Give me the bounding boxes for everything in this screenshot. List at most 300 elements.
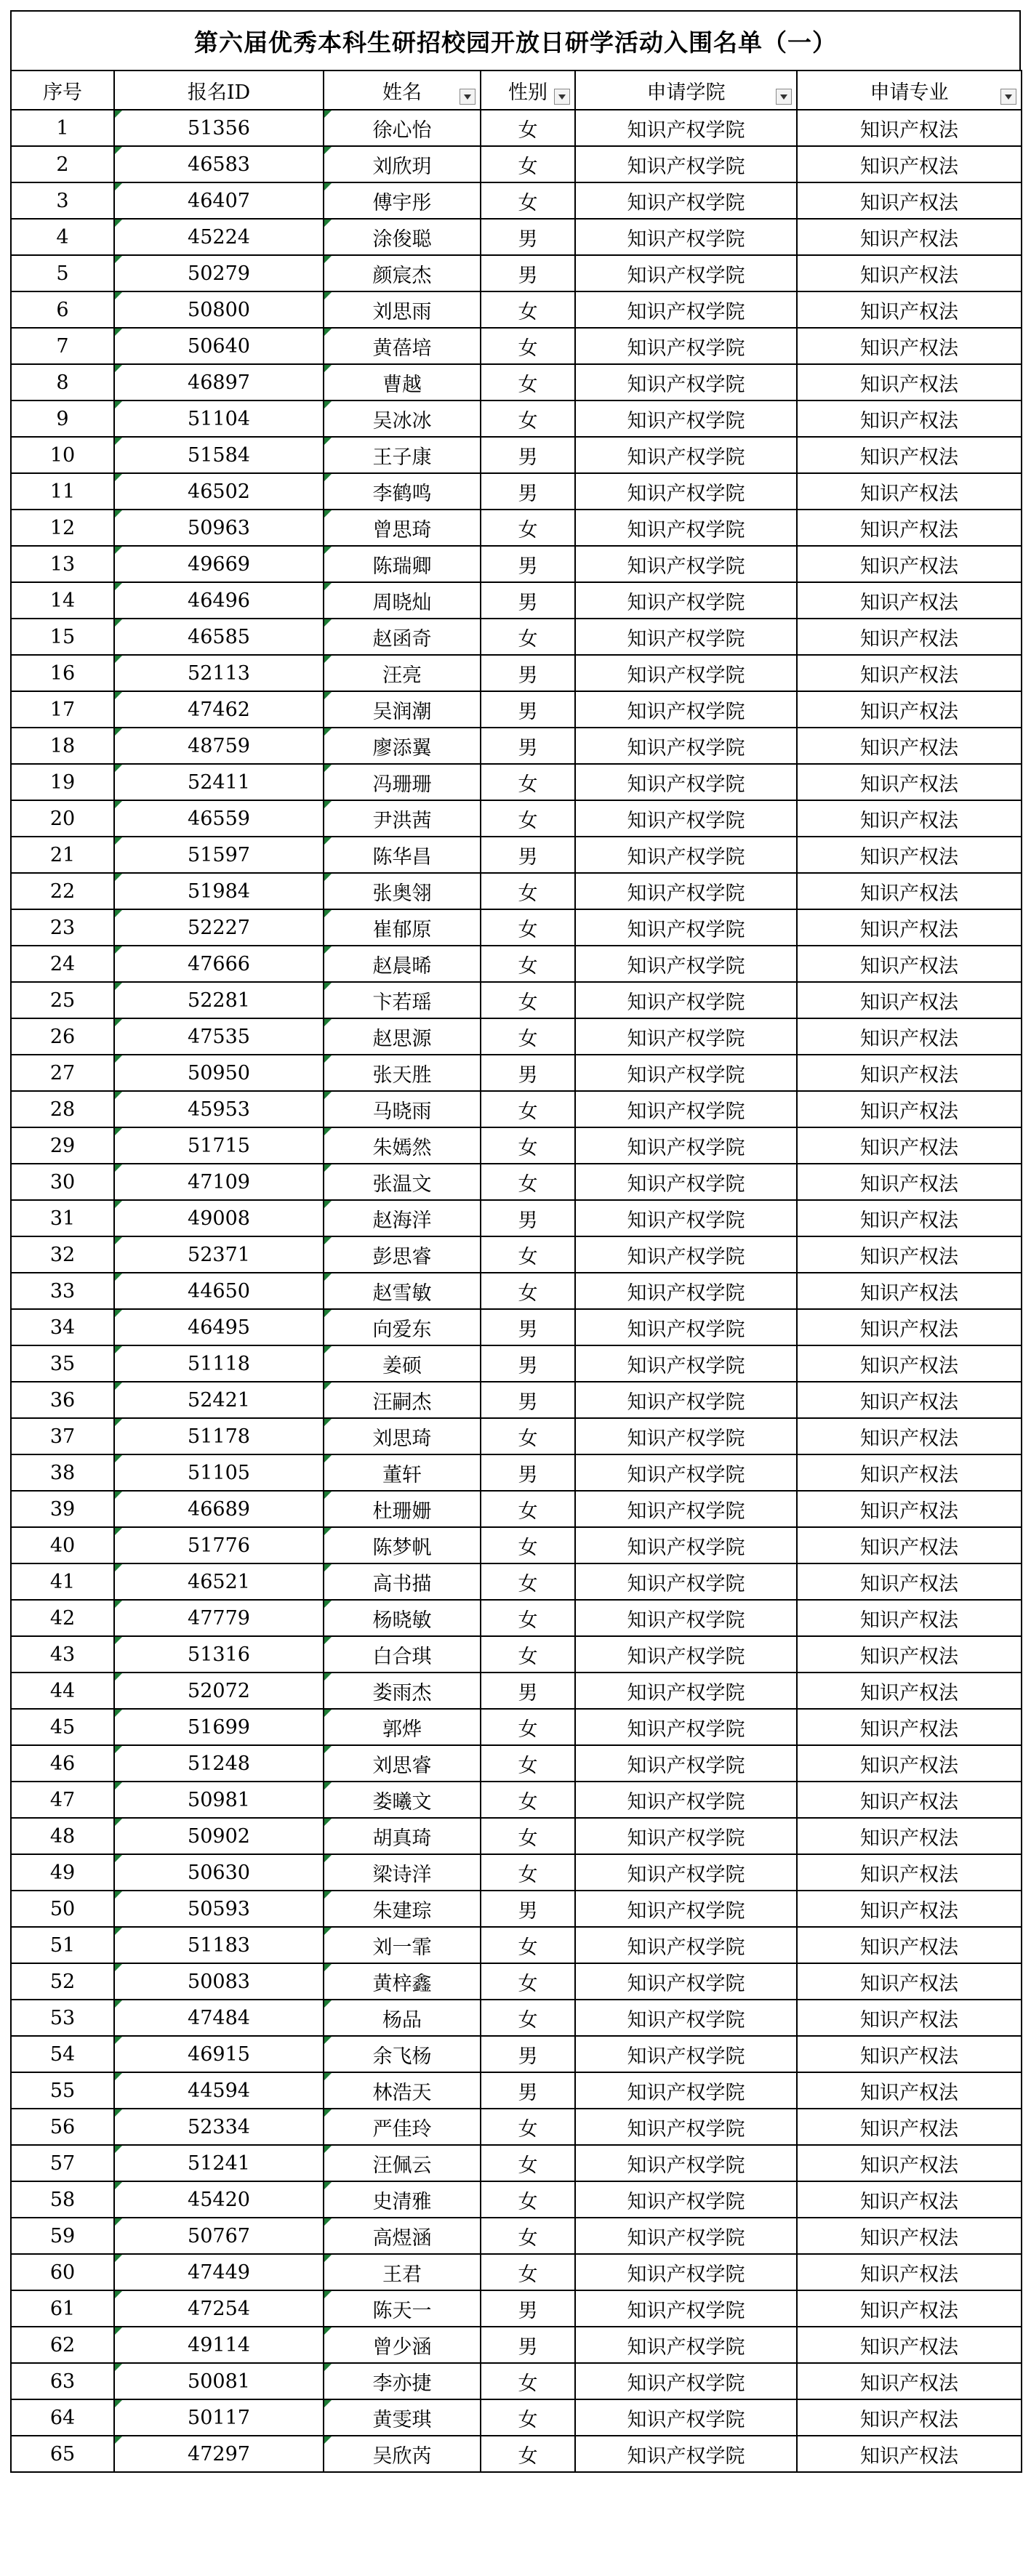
cell-gender[interactable] — [481, 2072, 575, 2109]
cell-id[interactable] — [114, 619, 324, 655]
cell-major[interactable] — [797, 437, 1022, 473]
cell-gender[interactable] — [481, 182, 575, 219]
cell-name[interactable] — [324, 873, 481, 909]
cell-gender[interactable] — [481, 510, 575, 546]
cell-name[interactable] — [324, 291, 481, 328]
cell-major[interactable] — [797, 1345, 1022, 1382]
cell-college[interactable] — [575, 2000, 797, 2036]
filter-dropdown-icon[interactable] — [1000, 89, 1016, 105]
cell-no[interactable] — [11, 2254, 114, 2290]
cell-id[interactable] — [114, 1382, 324, 1418]
cell-no[interactable] — [11, 2436, 114, 2472]
cell-name[interactable] — [324, 837, 481, 873]
cell-gender[interactable] — [481, 1200, 575, 1236]
cell-gender[interactable] — [481, 873, 575, 909]
cell-gender[interactable] — [481, 146, 575, 182]
cell-college[interactable] — [575, 255, 797, 291]
cell-major[interactable] — [797, 1927, 1022, 1963]
cell-name[interactable] — [324, 1527, 481, 1563]
cell-major[interactable] — [797, 1636, 1022, 1673]
cell-id[interactable] — [114, 655, 324, 691]
cell-gender[interactable] — [481, 437, 575, 473]
cell-gender[interactable] — [481, 1527, 575, 1563]
cell-id[interactable] — [114, 110, 324, 146]
cell-major[interactable] — [797, 1309, 1022, 1345]
cell-name[interactable] — [324, 1345, 481, 1382]
cell-no[interactable] — [11, 655, 114, 691]
cell-name[interactable] — [324, 1709, 481, 1745]
cell-id[interactable] — [114, 473, 324, 510]
cell-id[interactable] — [114, 2399, 324, 2436]
cell-major[interactable] — [797, 2145, 1022, 2181]
cell-college[interactable] — [575, 1018, 797, 1055]
cell-id[interactable] — [114, 291, 324, 328]
cell-no[interactable] — [11, 291, 114, 328]
cell-no[interactable] — [11, 328, 114, 364]
cell-college[interactable] — [575, 1600, 797, 1636]
cell-gender[interactable] — [481, 1491, 575, 1527]
cell-major[interactable] — [797, 982, 1022, 1018]
cell-id[interactable] — [114, 837, 324, 873]
cell-gender[interactable] — [481, 546, 575, 582]
cell-name[interactable] — [324, 1563, 481, 1600]
cell-major[interactable] — [797, 2181, 1022, 2218]
cell-college[interactable] — [575, 873, 797, 909]
cell-college[interactable] — [575, 1709, 797, 1745]
cell-id[interactable] — [114, 1927, 324, 1963]
cell-college[interactable] — [575, 2181, 797, 2218]
cell-college[interactable] — [575, 1345, 797, 1382]
cell-gender[interactable] — [481, 1709, 575, 1745]
cell-gender[interactable] — [481, 1091, 575, 1127]
cell-major[interactable] — [797, 401, 1022, 437]
cell-major[interactable] — [797, 328, 1022, 364]
cell-major[interactable] — [797, 800, 1022, 837]
cell-college[interactable] — [575, 1418, 797, 1454]
cell-no[interactable] — [11, 1854, 114, 1891]
cell-college[interactable] — [575, 2218, 797, 2254]
cell-name[interactable] — [324, 655, 481, 691]
cell-gender[interactable] — [481, 2218, 575, 2254]
cell-id[interactable] — [114, 2363, 324, 2399]
cell-name[interactable] — [324, 1891, 481, 1927]
cell-no[interactable] — [11, 1454, 114, 1491]
cell-gender[interactable] — [481, 1309, 575, 1345]
cell-gender[interactable] — [481, 800, 575, 837]
cell-college[interactable] — [575, 1927, 797, 1963]
cell-id[interactable] — [114, 2181, 324, 2218]
cell-name[interactable] — [324, 2399, 481, 2436]
cell-name[interactable] — [324, 364, 481, 401]
cell-gender[interactable] — [481, 2109, 575, 2145]
cell-name[interactable] — [324, 1818, 481, 1854]
cell-major[interactable] — [797, 1018, 1022, 1055]
cell-college[interactable] — [575, 764, 797, 800]
cell-major[interactable] — [797, 110, 1022, 146]
cell-no[interactable] — [11, 1273, 114, 1309]
cell-college[interactable] — [575, 909, 797, 946]
cell-id[interactable] — [114, 1600, 324, 1636]
cell-gender[interactable] — [481, 473, 575, 510]
cell-major[interactable] — [797, 1854, 1022, 1891]
cell-name[interactable] — [324, 1854, 481, 1891]
cell-major[interactable] — [797, 1382, 1022, 1418]
cell-name[interactable] — [324, 1273, 481, 1309]
cell-no[interactable] — [11, 2109, 114, 2145]
cell-major[interactable] — [797, 146, 1022, 182]
cell-gender[interactable] — [481, 619, 575, 655]
cell-gender[interactable] — [481, 291, 575, 328]
cell-id[interactable] — [114, 546, 324, 582]
cell-gender[interactable] — [481, 2000, 575, 2036]
cell-major[interactable] — [797, 1236, 1022, 1273]
cell-no[interactable] — [11, 946, 114, 982]
cell-name[interactable] — [324, 1127, 481, 1164]
cell-id[interactable] — [114, 582, 324, 619]
cell-no[interactable] — [11, 437, 114, 473]
cell-gender[interactable] — [481, 982, 575, 1018]
cell-id[interactable] — [114, 1673, 324, 1709]
cell-no[interactable] — [11, 837, 114, 873]
cell-college[interactable] — [575, 982, 797, 1018]
cell-major[interactable] — [797, 1709, 1022, 1745]
cell-gender[interactable] — [481, 1273, 575, 1309]
cell-major[interactable] — [797, 764, 1022, 800]
cell-name[interactable] — [324, 1309, 481, 1345]
cell-gender[interactable] — [481, 1454, 575, 1491]
cell-name[interactable] — [324, 2290, 481, 2327]
cell-no[interactable] — [11, 2181, 114, 2218]
cell-name[interactable] — [324, 619, 481, 655]
cell-id[interactable] — [114, 873, 324, 909]
cell-no[interactable] — [11, 873, 114, 909]
cell-id[interactable] — [114, 1527, 324, 1563]
cell-college[interactable] — [575, 1164, 797, 1200]
cell-major[interactable] — [797, 1091, 1022, 1127]
cell-id[interactable] — [114, 182, 324, 219]
cell-id[interactable] — [114, 2254, 324, 2290]
cell-major[interactable] — [797, 546, 1022, 582]
cell-major[interactable] — [797, 364, 1022, 401]
cell-id[interactable] — [114, 982, 324, 1018]
cell-name[interactable] — [324, 1091, 481, 1127]
cell-name[interactable] — [324, 982, 481, 1018]
cell-major[interactable] — [797, 1782, 1022, 1818]
cell-no[interactable] — [11, 473, 114, 510]
cell-no[interactable] — [11, 1927, 114, 1963]
cell-no[interactable] — [11, 1418, 114, 1454]
cell-college[interactable] — [575, 2327, 797, 2363]
cell-gender[interactable] — [481, 2290, 575, 2327]
cell-gender[interactable] — [481, 1782, 575, 1818]
cell-name[interactable] — [324, 2436, 481, 2472]
filter-dropdown-icon[interactable] — [554, 89, 570, 105]
cell-name[interactable] — [324, 1600, 481, 1636]
cell-major[interactable] — [797, 1454, 1022, 1491]
cell-no[interactable] — [11, 2218, 114, 2254]
cell-college[interactable] — [575, 1818, 797, 1854]
cell-no[interactable] — [11, 1127, 114, 1164]
cell-id[interactable] — [114, 1127, 324, 1164]
cell-id[interactable] — [114, 1345, 324, 1382]
cell-college[interactable] — [575, 1382, 797, 1418]
cell-id[interactable] — [114, 764, 324, 800]
cell-id[interactable] — [114, 1091, 324, 1127]
cell-college[interactable] — [575, 946, 797, 982]
cell-gender[interactable] — [481, 1745, 575, 1782]
cell-id[interactable] — [114, 728, 324, 764]
cell-no[interactable] — [11, 255, 114, 291]
cell-no[interactable] — [11, 1673, 114, 1709]
cell-name[interactable] — [324, 1491, 481, 1527]
cell-name[interactable] — [324, 2218, 481, 2254]
cell-id[interactable] — [114, 1745, 324, 1782]
cell-college[interactable] — [575, 146, 797, 182]
cell-no[interactable] — [11, 1491, 114, 1527]
cell-name[interactable] — [324, 2181, 481, 2218]
cell-gender[interactable] — [481, 1818, 575, 1854]
cell-no[interactable] — [11, 182, 114, 219]
cell-name[interactable] — [324, 255, 481, 291]
cell-gender[interactable] — [481, 1055, 575, 1091]
cell-id[interactable] — [114, 146, 324, 182]
cell-major[interactable] — [797, 1055, 1022, 1091]
cell-gender[interactable] — [481, 110, 575, 146]
cell-id[interactable] — [114, 1636, 324, 1673]
cell-no[interactable] — [11, 364, 114, 401]
cell-college[interactable] — [575, 1527, 797, 1563]
cell-major[interactable] — [797, 873, 1022, 909]
cell-name[interactable] — [324, 182, 481, 219]
cell-id[interactable] — [114, 2436, 324, 2472]
cell-name[interactable] — [324, 1382, 481, 1418]
cell-major[interactable] — [797, 1600, 1022, 1636]
cell-major[interactable] — [797, 1963, 1022, 2000]
filter-dropdown-icon[interactable] — [460, 89, 476, 105]
cell-no[interactable] — [11, 2000, 114, 2036]
cell-college[interactable] — [575, 1127, 797, 1164]
cell-college[interactable] — [575, 2436, 797, 2472]
cell-gender[interactable] — [481, 2254, 575, 2290]
cell-name[interactable] — [324, 2254, 481, 2290]
cell-college[interactable] — [575, 1891, 797, 1927]
cell-major[interactable] — [797, 1418, 1022, 1454]
cell-major[interactable] — [797, 1491, 1022, 1527]
cell-no[interactable] — [11, 1527, 114, 1563]
cell-gender[interactable] — [481, 946, 575, 982]
cell-name[interactable] — [324, 764, 481, 800]
cell-college[interactable] — [575, 401, 797, 437]
cell-college[interactable] — [575, 1273, 797, 1309]
cell-gender[interactable] — [481, 909, 575, 946]
cell-college[interactable] — [575, 1200, 797, 1236]
cell-college[interactable] — [575, 2363, 797, 2399]
cell-major[interactable] — [797, 2109, 1022, 2145]
cell-college[interactable] — [575, 2399, 797, 2436]
cell-name[interactable] — [324, 1055, 481, 1091]
cell-college[interactable] — [575, 800, 797, 837]
cell-major[interactable] — [797, 2399, 1022, 2436]
cell-major[interactable] — [797, 291, 1022, 328]
cell-id[interactable] — [114, 1782, 324, 1818]
cell-major[interactable] — [797, 1891, 1022, 1927]
cell-id[interactable] — [114, 1454, 324, 1491]
cell-id[interactable] — [114, 2000, 324, 2036]
cell-id[interactable] — [114, 1418, 324, 1454]
cell-name[interactable] — [324, 1927, 481, 1963]
cell-name[interactable] — [324, 2363, 481, 2399]
cell-name[interactable] — [324, 2000, 481, 2036]
cell-no[interactable] — [11, 1164, 114, 1200]
cell-major[interactable] — [797, 255, 1022, 291]
cell-college[interactable] — [575, 2145, 797, 2181]
cell-name[interactable] — [324, 1018, 481, 1055]
cell-college[interactable] — [575, 1745, 797, 1782]
cell-id[interactable] — [114, 1709, 324, 1745]
cell-no[interactable] — [11, 1818, 114, 1854]
cell-gender[interactable] — [481, 328, 575, 364]
cell-id[interactable] — [114, 1963, 324, 2000]
cell-major[interactable] — [797, 1127, 1022, 1164]
cell-college[interactable] — [575, 837, 797, 873]
cell-id[interactable] — [114, 1491, 324, 1527]
cell-college[interactable] — [575, 582, 797, 619]
cell-college[interactable] — [575, 182, 797, 219]
cell-college[interactable] — [575, 1236, 797, 1273]
cell-gender[interactable] — [481, 1236, 575, 1273]
cell-gender[interactable] — [481, 2327, 575, 2363]
cell-id[interactable] — [114, 2036, 324, 2072]
cell-college[interactable] — [575, 1563, 797, 1600]
cell-gender[interactable] — [481, 1382, 575, 1418]
cell-college[interactable] — [575, 328, 797, 364]
cell-no[interactable] — [11, 909, 114, 946]
cell-name[interactable] — [324, 110, 481, 146]
cell-gender[interactable] — [481, 1164, 575, 1200]
cell-major[interactable] — [797, 473, 1022, 510]
cell-id[interactable] — [114, 1018, 324, 1055]
cell-gender[interactable] — [481, 401, 575, 437]
cell-college[interactable] — [575, 1854, 797, 1891]
cell-no[interactable] — [11, 1200, 114, 1236]
cell-id[interactable] — [114, 800, 324, 837]
cell-major[interactable] — [797, 2436, 1022, 2472]
cell-college[interactable] — [575, 1782, 797, 1818]
cell-id[interactable] — [114, 255, 324, 291]
cell-gender[interactable] — [481, 2399, 575, 2436]
cell-gender[interactable] — [481, 1891, 575, 1927]
cell-name[interactable] — [324, 1673, 481, 1709]
cell-no[interactable] — [11, 2145, 114, 2181]
cell-college[interactable] — [575, 655, 797, 691]
cell-id[interactable] — [114, 510, 324, 546]
cell-major[interactable] — [797, 219, 1022, 255]
cell-major[interactable] — [797, 2254, 1022, 2290]
cell-no[interactable] — [11, 2290, 114, 2327]
cell-name[interactable] — [324, 146, 481, 182]
cell-major[interactable] — [797, 1563, 1022, 1600]
cell-college[interactable] — [575, 110, 797, 146]
cell-major[interactable] — [797, 2327, 1022, 2363]
cell-no[interactable] — [11, 582, 114, 619]
cell-gender[interactable] — [481, 255, 575, 291]
cell-college[interactable] — [575, 728, 797, 764]
cell-name[interactable] — [324, 1454, 481, 1491]
cell-id[interactable] — [114, 2218, 324, 2254]
cell-name[interactable] — [324, 2036, 481, 2072]
cell-gender[interactable] — [481, 1673, 575, 1709]
cell-name[interactable] — [324, 1236, 481, 1273]
cell-id[interactable] — [114, 691, 324, 728]
cell-name[interactable] — [324, 691, 481, 728]
cell-major[interactable] — [797, 837, 1022, 873]
cell-no[interactable] — [11, 2363, 114, 2399]
cell-name[interactable] — [324, 2145, 481, 2181]
cell-gender[interactable] — [481, 1563, 575, 1600]
cell-gender[interactable] — [481, 728, 575, 764]
cell-name[interactable] — [324, 728, 481, 764]
cell-major[interactable] — [797, 1745, 1022, 1782]
cell-name[interactable] — [324, 473, 481, 510]
cell-college[interactable] — [575, 473, 797, 510]
cell-college[interactable] — [575, 364, 797, 401]
cell-no[interactable] — [11, 1055, 114, 1091]
cell-no[interactable] — [11, 1709, 114, 1745]
cell-major[interactable] — [797, 1200, 1022, 1236]
cell-major[interactable] — [797, 909, 1022, 946]
cell-name[interactable] — [324, 800, 481, 837]
cell-id[interactable] — [114, 364, 324, 401]
cell-no[interactable] — [11, 1309, 114, 1345]
cell-no[interactable] — [11, 691, 114, 728]
cell-id[interactable] — [114, 1818, 324, 1854]
cell-name[interactable] — [324, 546, 481, 582]
cell-college[interactable] — [575, 1454, 797, 1491]
cell-no[interactable] — [11, 546, 114, 582]
cell-id[interactable] — [114, 2109, 324, 2145]
cell-id[interactable] — [114, 401, 324, 437]
cell-id[interactable] — [114, 909, 324, 946]
cell-major[interactable] — [797, 619, 1022, 655]
cell-gender[interactable] — [481, 1418, 575, 1454]
cell-name[interactable] — [324, 1200, 481, 1236]
cell-name[interactable] — [324, 510, 481, 546]
cell-name[interactable] — [324, 946, 481, 982]
cell-name[interactable] — [324, 437, 481, 473]
cell-gender[interactable] — [481, 364, 575, 401]
filter-dropdown-icon[interactable] — [776, 89, 792, 105]
cell-no[interactable] — [11, 1382, 114, 1418]
cell-major[interactable] — [797, 2000, 1022, 2036]
cell-no[interactable] — [11, 1091, 114, 1127]
cell-gender[interactable] — [481, 764, 575, 800]
cell-gender[interactable] — [481, 1854, 575, 1891]
cell-major[interactable] — [797, 1818, 1022, 1854]
cell-no[interactable] — [11, 1891, 114, 1927]
cell-major[interactable] — [797, 1527, 1022, 1563]
cell-name[interactable] — [324, 1782, 481, 1818]
cell-gender[interactable] — [481, 2145, 575, 2181]
cell-no[interactable] — [11, 510, 114, 546]
cell-no[interactable] — [11, 1963, 114, 2000]
cell-no[interactable] — [11, 1345, 114, 1382]
cell-no[interactable] — [11, 1745, 114, 1782]
cell-college[interactable] — [575, 1091, 797, 1127]
cell-college[interactable] — [575, 2254, 797, 2290]
cell-gender[interactable] — [481, 2363, 575, 2399]
cell-id[interactable] — [114, 1164, 324, 1200]
cell-id[interactable] — [114, 2145, 324, 2181]
